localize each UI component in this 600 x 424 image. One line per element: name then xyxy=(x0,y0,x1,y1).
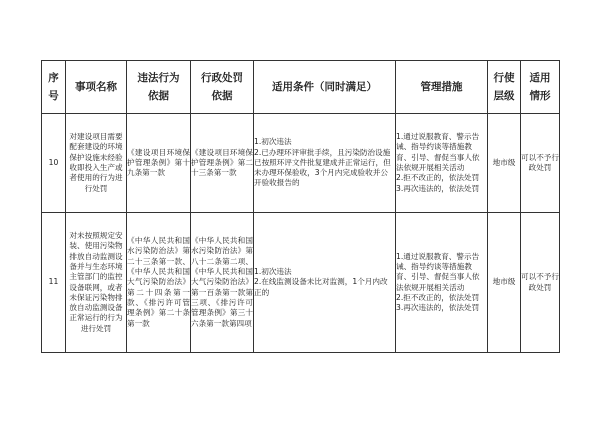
header-measures: 管理措施 xyxy=(396,61,488,114)
table-row xyxy=(42,213,560,353)
row-penalty-basis: 《中华人民共和国水污染防治法》第八十二条第二项、《中华人民共和国大气污染防治法》第一百条第一款第三项、《排污许可管理条例》第三十六条第一款第四项 xyxy=(191,213,254,353)
row-item-name: 对未按照规定安装、使用污染物排放自动监测设备并与生态环境主管部门的监控设备联网，或者未保证污染物排放自动监测设备正常运行的行为进行处罚 xyxy=(66,213,127,353)
header-item-name: 事项名称 xyxy=(66,61,127,114)
header-no: 序 号 xyxy=(42,61,66,114)
row-no: 11 xyxy=(42,213,66,353)
row-violation-basis: 《建设项目环境保护管理条例》第十九条第一款 xyxy=(127,114,191,213)
measure-item: 1.通过说服教育、警示告诫、指导约谈等措施教育、引导、督促当事人依法依规开展相关活动 xyxy=(396,132,480,172)
measure-item: 2.拒不改正的，依法处罚 xyxy=(396,173,480,183)
condition-item: 2.已办理环评审批手续，且污染防治设施已按照环评文件批复建成并正常运行，但未办理环保验收，3个月内完成验收并公开验收报告的 xyxy=(254,147,391,188)
measure-item: 3.再次违法的，依法处罚 xyxy=(396,303,480,313)
measure-item: 2.拒不改正的，依法处罚 xyxy=(396,292,480,302)
row-conditions xyxy=(254,114,396,213)
header-level: 行使 层级 xyxy=(488,61,521,114)
row-no: 10 xyxy=(42,114,66,213)
row-level: 地市级 xyxy=(488,213,521,353)
measure-item: 3.再次违法的，依法处罚 xyxy=(396,183,480,193)
row-situation: 可以不予行政处罚 xyxy=(521,114,560,213)
header-row xyxy=(42,61,560,114)
table-row xyxy=(42,114,560,213)
row-level: 地市级 xyxy=(488,114,521,213)
condition-item: 1.初次违法 xyxy=(254,267,292,277)
row-measures xyxy=(396,213,488,353)
row-situation: 可以不予行政处罚 xyxy=(521,213,560,353)
header-violation-basis: 违法行为 依据 xyxy=(127,61,191,114)
header-conditions: 适用条件（同时满足） xyxy=(254,61,396,114)
header-situation: 适用 情形 xyxy=(521,61,560,114)
row-conditions xyxy=(254,213,396,353)
row-violation-basis: 《中华人民共和国水污染防治法》第二十三条第一款、《中华人民共和国大气污染防治法》第二十四条第一款、《排污许可管理条例》第二十条第一款 xyxy=(127,213,191,353)
row-item-name: 对建设项目需要配套建设的环境保护设施未经验收即投入生产或者使用的行为进行处罚 xyxy=(66,114,127,213)
condition-item: 2.在线监测设备未比对监测，1个月内改正的 xyxy=(254,277,388,297)
row-penalty-basis: 《建设项目环境保护管理条例》第二十三条第一款 xyxy=(191,114,254,213)
regulation-table xyxy=(41,60,560,353)
header-penalty-basis: 行政处罚 依据 xyxy=(191,61,254,114)
measure-item: 1.通过说服教育、警示告诫、指导约谈等措施教育、引导、督促当事人依法依规开展相关活动 xyxy=(396,251,480,292)
row-measures xyxy=(396,114,488,213)
condition-item: 1.初次违法 xyxy=(254,137,292,147)
